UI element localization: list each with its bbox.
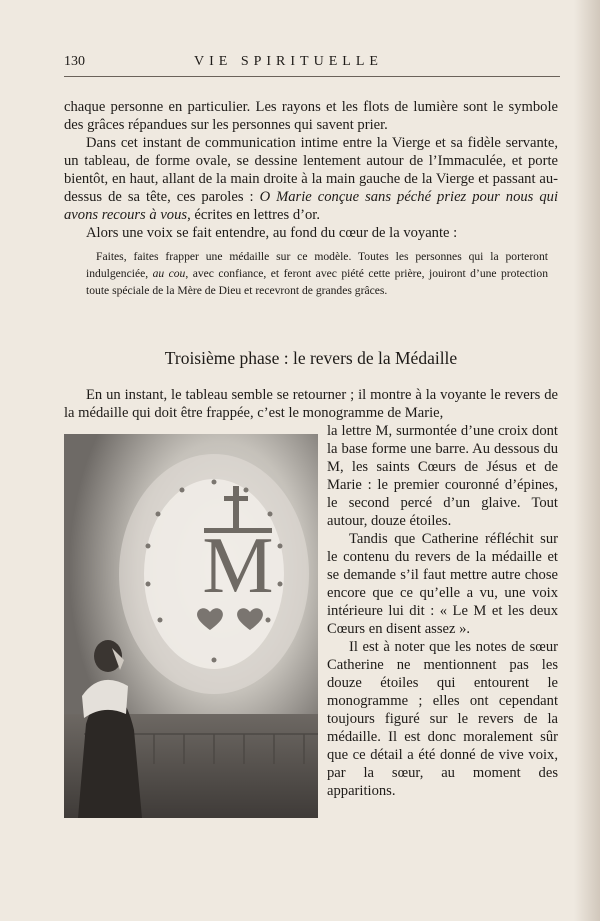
paragraph-4-continued: la lettre M, surmontée d’une croix dont la base forme une barre. Au dessous du M, les saints Cœurs de Jésus et de Marie : le premier couronné d’épines, le second percé d’un glaive. Tout autour, douze étoiles.: [327, 423, 558, 529]
header-rule: [64, 76, 560, 77]
page-number: 130: [64, 54, 85, 69]
paragraph-2: [64, 134, 558, 224]
upper-text-block: [64, 98, 558, 299]
medal-apparition-image: [64, 434, 318, 818]
lower-text-block: [64, 386, 558, 422]
medal-illustration: [64, 434, 318, 818]
section-heading: Troisième phase : le revers de la Médaille: [164, 348, 458, 368]
paragraph-5: Tandis que Catherine réfléchit sur le contenu du revers de la médaille et se demande s’il faut mettre autre chose encore que ce qu’elle a vu, une voix intérieure lui dit : « Le M et les deux Cœurs en disent assez ».: [327, 531, 558, 637]
running-title: VIE SPIRITUELLE: [194, 54, 383, 69]
block-quote: [86, 248, 548, 299]
quote-italic: au cou: [152, 267, 186, 280]
prayer-inscription: O Marie conçue sans péché priez pour nous qui avons recours à vous: [64, 189, 559, 223]
paragraph-6: Il est à noter que les notes de sœur Catherine ne mentionnent pas les douze étoiles qui entourent le monogramme ; elles ont cependant toujours figuré sur le revers de la médaille. Il est donc moralement sûr que ce détail a été donné de vive voix, par la sœur, au moment des apparitions.: [327, 639, 558, 799]
quote-text-b: , avec confiance, et feront avec piété cette prière, jouiront d’une protection toute spéciale de la Mère de Dieu et recevront de grandes grâces.: [86, 267, 549, 297]
running-header: [64, 52, 560, 74]
paragraph-2-text-a: Dans cet instant de communication intime entre la Vierge et sa fidèle servante, un tableau, de forme ovale, se dessine lentement autour de l’Immaculée, et porte bientôt, en haut, allant de la main droite à la main gauche de la Vierge et passant au-dessus de sa tête, ces paroles :: [64, 135, 558, 205]
paragraph-2-text-b: , écrites en lettres d’or.: [187, 207, 321, 223]
monogram-m: M: [202, 522, 274, 610]
paragraph-4-intro: En un instant, le tableau semble se retourner ; il montre à la voyante le revers de la médaille qui doit être frappée, c’est le monogramme de Marie,: [64, 387, 558, 421]
page-edge-shadow: [574, 0, 600, 921]
paragraph-1: chaque personne en particulier. Les rayons et les flots de lumière sont le symbole des grâces répandues sur les personnes qui savent prier.: [64, 99, 558, 133]
right-column-text: [327, 422, 558, 800]
quote-text-a: Faites, faites frapper une médaille sur ce modèle. Toutes les personnes qui la porteront indulgenciée,: [86, 250, 548, 280]
paragraph-3: Alors une voix se fait entendre, au fond du cœur de la voyante :: [86, 225, 458, 241]
